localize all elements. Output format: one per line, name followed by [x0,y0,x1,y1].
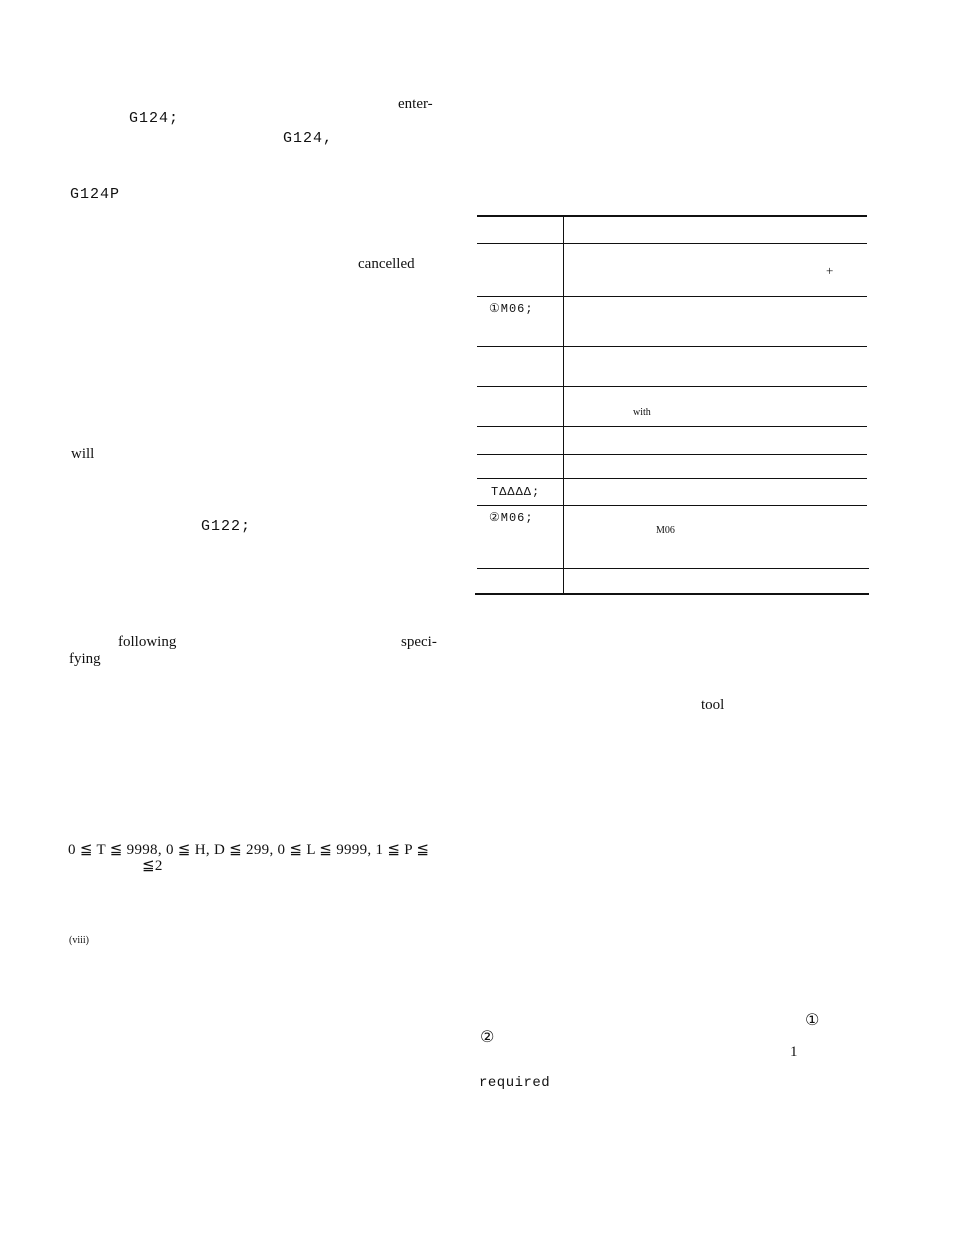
range-le-2: ≦2 [142,858,163,874]
table-row-rule [477,296,867,297]
table-column-divider [563,215,564,594]
table-cell-m06: M06 [656,525,675,536]
text-speci: speci- [401,634,437,650]
text-cancelled: cancelled [358,256,415,272]
table-row-rule [477,454,867,455]
code-g122: G122; [201,518,252,535]
table-row-rule [477,426,867,427]
code-g124p: G124P [70,186,121,203]
table-row-rule [477,386,867,387]
table-row-rule [477,505,867,506]
table-code-m06-2: ②M06; [489,511,534,525]
table-bottom-rule [475,593,869,595]
text-will: will [71,446,95,462]
table-code-m06-1: ①M06; [489,302,534,316]
text-enter: enter- [398,96,433,112]
table-cell-plus: + [826,263,834,278]
text-tool: tool [701,697,725,713]
marker-viii: (viii) [69,935,89,946]
text-required: required [479,1075,551,1091]
text-fying: fying [69,651,101,667]
table-code-t: TΔΔΔΔ; [491,485,541,499]
parameter-ranges: 0 ≦ T ≦ 9998, 0 ≦ H, D ≦ 299, 0 ≦ L ≦ 9999, 1 ≦ P ≦ [68,842,430,858]
table-row-rule [477,346,867,347]
table-row-rule [477,478,867,479]
circled-two: ② [480,1027,495,1046]
table-header-rule [477,243,867,244]
circled-one: ① [805,1010,820,1029]
text-one: 1 [790,1044,798,1060]
code-g124: G124; [129,110,180,127]
table-top-rule [477,215,867,217]
code-g124-comma: G124, [283,130,334,147]
table-cell-with: with [633,407,651,418]
text-following: following [118,634,177,650]
table-row-rule [477,568,869,569]
